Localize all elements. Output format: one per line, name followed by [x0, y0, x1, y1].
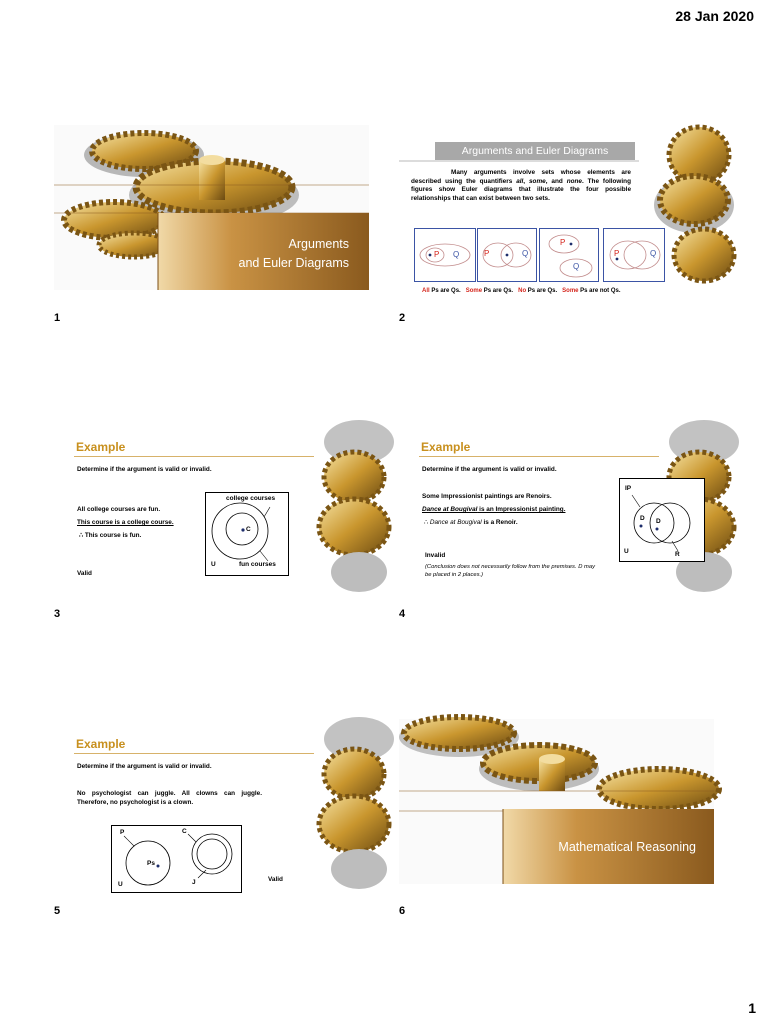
euler-diagram — [415, 229, 475, 281]
premise-2: Dance at Bougival is an Impressionist painting. — [422, 506, 566, 513]
label-ip: IP — [625, 485, 632, 492]
label-d-left: D — [640, 515, 645, 522]
label-p: P — [484, 249, 490, 258]
label-p: P — [560, 238, 566, 247]
verdict-note: (Conclusion does not necessarily follow from the premises. D may be placed in 2 places.) — [425, 564, 595, 578]
quantifier-some: some — [529, 177, 546, 185]
title-banner — [239, 235, 349, 273]
caption-some-not: Some Ps are not Qs. — [562, 288, 621, 294]
slide-number-4: 4 — [399, 608, 406, 620]
label-fun-courses: fun courses — [239, 561, 276, 568]
label-j: J — [192, 879, 196, 886]
title-line-1: Arguments — [288, 237, 349, 251]
label-college-courses: college courses — [226, 495, 276, 502]
title-banner: Mathematical Reasoning — [558, 840, 696, 854]
euler-all-p-are-q — [414, 228, 476, 282]
print-date: 28 Jan 2020 — [675, 8, 754, 24]
verdict: Valid — [268, 876, 283, 883]
title-line-2: and Euler Diagrams — [238, 256, 349, 270]
verdict: Invalid — [425, 552, 446, 559]
prompt: Determine if the argument is valid or invalid. — [77, 763, 212, 770]
slide-4 — [399, 422, 714, 587]
caption-some: Some Ps are Qs. — [465, 288, 514, 294]
label-q: Q — [650, 249, 657, 258]
euler-some-p-are-not-q — [603, 228, 665, 282]
intro-text-4: . The following figures show Euler diagrams that illustrate the four possible relationships that can exist between two sets. — [411, 177, 631, 202]
conclusion: ∴ Dance at Bougival is a Renoir. — [424, 519, 518, 526]
intro-text-3: , and — [545, 177, 567, 185]
diagram-captions — [422, 288, 621, 294]
prompt: Determine if the argument is valid or invalid. — [422, 466, 557, 473]
euler-some-p-are-q — [477, 228, 537, 282]
label-ps: Ps — [147, 860, 155, 867]
caption-all: All Ps are Qs. — [422, 288, 461, 294]
label-p: P — [120, 829, 125, 836]
verdict: Valid — [77, 570, 92, 577]
title-rule — [419, 456, 659, 457]
gears-illustration — [399, 719, 714, 884]
title-rule — [74, 753, 314, 754]
conclusion: ∴ This course is fun. — [79, 532, 142, 539]
euler-diagram-box — [111, 825, 242, 893]
label-point-c: C — [246, 526, 251, 533]
euler-diagram — [540, 229, 598, 281]
label-q: Q — [453, 250, 460, 259]
quantifier-none: none — [566, 177, 582, 185]
label-universe: U — [624, 548, 629, 555]
label-d-right: D — [656, 518, 661, 525]
slide-number-3: 3 — [54, 608, 61, 620]
slide-3 — [54, 422, 369, 587]
page-number: 1 — [748, 1000, 756, 1016]
slide-2 — [399, 125, 714, 294]
slide-title: Example — [76, 737, 126, 751]
label-universe: U — [211, 561, 216, 568]
intro-paragraph — [411, 169, 631, 204]
quantifier-all: all — [516, 177, 524, 185]
euler-diagram — [620, 479, 704, 561]
label-q: Q — [522, 249, 529, 258]
label-universe: U — [118, 881, 123, 888]
slide-number-6: 6 — [399, 905, 406, 917]
slide-title: Arguments and Euler Diagrams — [461, 145, 609, 157]
title-rule — [74, 456, 314, 457]
slide-number-1: 1 — [54, 312, 61, 324]
label-p: P — [614, 249, 620, 258]
euler-diagram-box — [619, 478, 705, 562]
slide-6 — [399, 719, 714, 884]
caption-no: No Ps are Qs. — [518, 288, 558, 294]
premise-2: This course is a college course. — [77, 519, 174, 526]
euler-no-p-are-q — [539, 228, 599, 282]
label-r: R — [675, 551, 680, 558]
slide-number-2: 2 — [399, 312, 406, 324]
slide-title: Example — [421, 440, 471, 454]
intro-text-1: Many arguments involve sets whose elements are described using the quantifiers — [411, 169, 631, 185]
slide-title: Example — [76, 440, 126, 454]
prompt: Determine if the argument is valid or invalid. — [77, 466, 212, 473]
slide-number-5: 5 — [54, 905, 61, 917]
label-q: Q — [573, 262, 580, 271]
intro-text-2: , — [523, 177, 529, 185]
slide-5 — [54, 719, 369, 888]
premise-1: Some Impressionist paintings are Renoirs. — [422, 493, 552, 500]
slide-1 — [54, 125, 369, 290]
euler-diagram-box — [205, 492, 289, 576]
argument-statement: No psychologist can juggle. All clowns can juggle. Therefore, no psychologist is a clown. — [77, 790, 262, 806]
euler-diagram — [112, 826, 241, 892]
premise-1: All college courses are fun. — [77, 506, 161, 513]
label-c: C — [182, 828, 187, 835]
label-p: P — [434, 250, 440, 259]
